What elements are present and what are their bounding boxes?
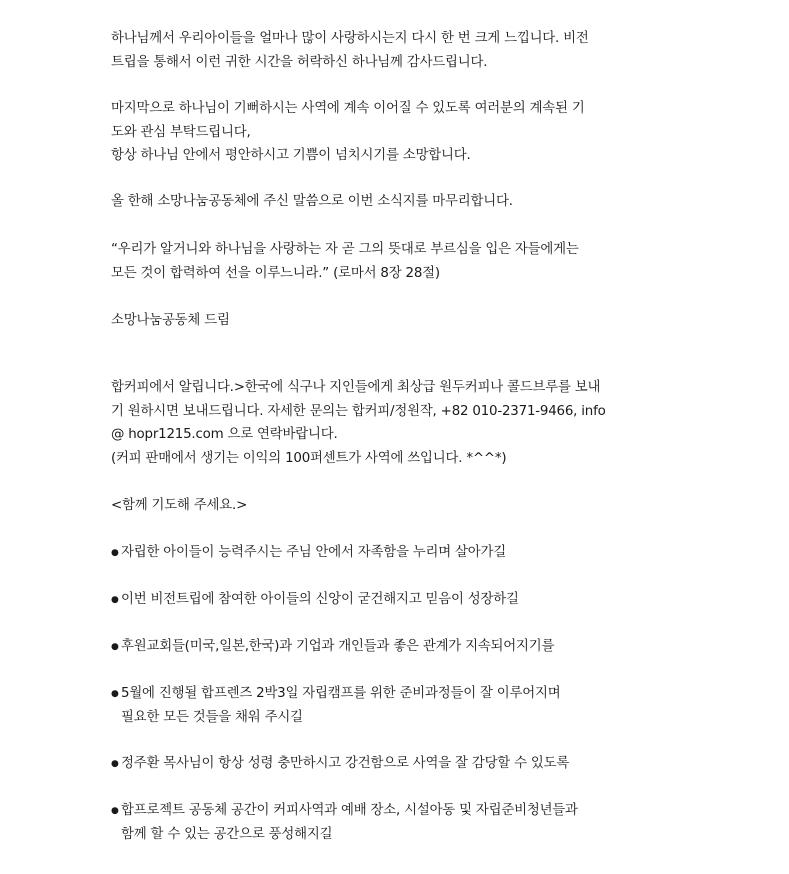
request-paragraph [111,97,677,168]
prayer-text-continued: 필요한 모든 것들을 채워 주시길 [121,710,303,725]
prayer-heading [111,494,677,518]
prayer-item [111,541,677,565]
prayer-text: 자립한 아이들이 능력주시는 주님 안에서 자족함을 누리며 살아가길 [121,545,506,560]
coffee-notice [111,376,677,470]
text-line: 하나님께서 우리아이들을 얼마나 많이 사랑하시는지 다시 한 번 크게 느낍니다. 비전 [111,31,589,46]
text-line: 항상 하나님 안에서 평안하시고 기쁨이 넘치시기를 소망합니다. [111,148,471,164]
text-line: 모든 것이 합력하여 선을 이루느니라.” (로마서 8장 28절) [111,265,440,281]
signature-line [111,309,677,333]
prayer-text: 이번 비전트립에 참여한 아이들의 신앙이 굳건해지고 믿음이 성장하길 [121,592,519,607]
text-line: “우리가 알거니와 하나님을 사랑하는 자 곧 그의 뜻대로 부르심을 입은 자들에게는 [111,242,579,257]
prayer-text-continued: 함께 할 수 있는 공간으로 풍성해지길 [121,827,333,842]
text-line: (커피 판매에서 생기는 이익의 100퍼센트가 사역에 쓰입니다. *^^*) [111,450,507,466]
prayer-text: 합프로젝트 공동체 공간이 커피사역과 예배 장소, 시설아동 및 자립준비청년들과 [121,803,578,818]
text-line: 소망나눔공동체 드림 [111,313,230,328]
prayer-item [111,752,677,776]
bullet-icon: ● [111,595,119,605]
text-line: 합커피에서 알립니다.>한국에 식구나 지인들에게 최상급 원두커피나 콜드브루를 보내 [111,380,601,395]
prayer-item [111,682,677,730]
bullet-icon: ● [111,642,119,652]
prayer-item [111,588,677,612]
prayer-item [111,799,677,847]
bullet-icon: ● [111,759,119,769]
text-line: <함께 기도해 주세요.> [111,498,248,513]
prayer-item [111,635,677,659]
text-line: 트립을 통해서 이런 귀한 시간을 허락하신 하나님께 감사드립니다. [111,54,488,70]
prayer-text: 후원교회들(미국,일본,한국)과 기업과 개인들과 좋은 관계가 지속되어지기를 [121,639,555,654]
text-line: 마지막으로 하나님이 기뻐하시는 사역에 계속 이어질 수 있도록 여러분의 계속된 기 [111,101,585,116]
text-line: 올 한해 소망나눔공동체에 주신 말씀으로 이번 소식지를 마무리합니다. [111,194,513,209]
bullet-icon: ● [111,689,119,699]
closing-paragraph [111,190,677,214]
thanks-paragraph [111,27,677,74]
bullet-icon: ● [111,806,119,816]
bullet-icon: ● [111,548,119,558]
text-line: 기 원하시면 보내드립니다. 자세한 문의는 합커피/정원작, +82 010-2371-9466, info [111,403,606,419]
prayer-text: 정주환 목사님이 항상 성령 충만하시고 강건함으로 사역을 잘 감당할 수 있도록 [121,756,570,771]
text-line: @ hopr1215.com 으로 연락바랍니다. [111,427,338,443]
text-line: 도와 관심 부탁드립니다, [111,124,251,140]
prayer-text: 5월에 진행될 합프렌즈 2박3일 자립캠프를 위한 준비과정들이 잘 이루어지며 [121,686,561,701]
scripture-quote [111,238,677,285]
